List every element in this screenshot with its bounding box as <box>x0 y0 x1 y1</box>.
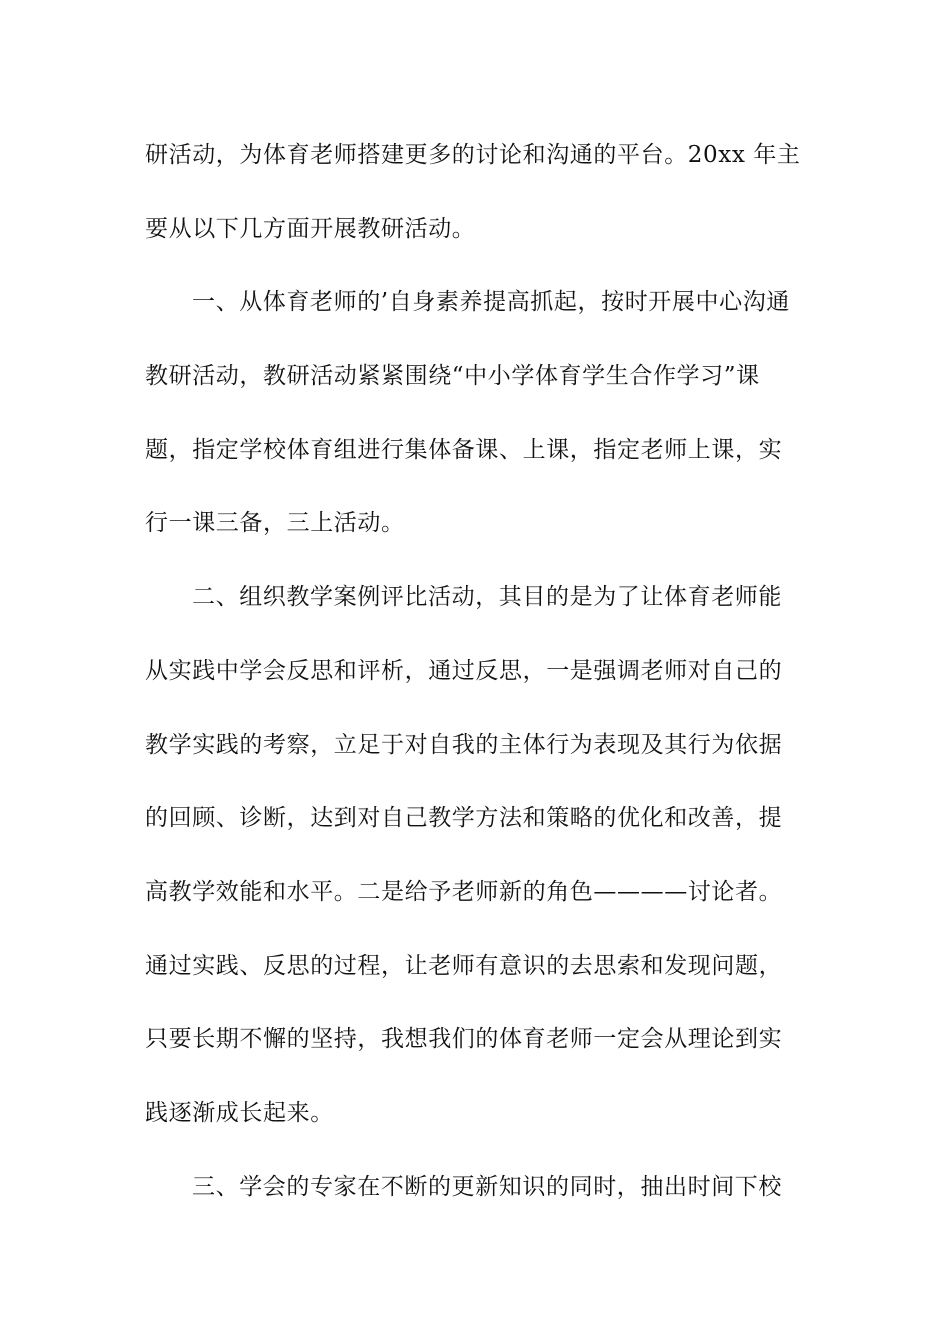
text-line: 教学实践的考察，立足于对自我的主体行为表现及其行为依据 <box>145 731 783 758</box>
text-line: 行一课三备，三上活动。 <box>145 510 405 537</box>
paragraph-3-start: 三、学会的专家在不断的更新知识的同时，抽出时间下校 <box>192 1173 782 1200</box>
text-line: 只要长期不懈的坚持，我想我们的体育老师一定会从理论到实 <box>145 1026 783 1053</box>
paragraph-2-start: 二、组织教学案例评比活动，其目的是为了让体育老师能 <box>192 584 782 611</box>
text-line: 的回顾、诊断，达到对自己教学方法和策略的优化和改善，提 <box>145 805 783 832</box>
body-text <box>145 130 835 1235</box>
text-line: 从实践中学会反思和评析，通过反思，一是强调老师对自己的 <box>145 657 783 684</box>
text-line: 教研活动，教研活动紧紧围绕“中小学体育学生合作学习”课 <box>145 363 760 390</box>
paragraph-1-start: 一、从体育老师的’自身素养提高抓起，按时开展中心沟通 <box>192 289 790 316</box>
text-line: 研活动，为体育老师搭建更多的讨论和沟通的平台。20xx 年主 <box>145 142 801 168</box>
text-line: 高教学效能和水平。二是给予老师新的角色————讨论者。 <box>145 878 783 905</box>
text-line: 题，指定学校体育组进行集体备课、上课，指定老师上课，实 <box>145 436 783 463</box>
text-line: 通过实践、反思的过程，让老师有意识的去思索和发现问题， <box>145 952 783 979</box>
text-line: 践逐渐成长起来。 <box>145 1099 334 1126</box>
text-line: 要从以下几方面开展教研活动。 <box>145 215 476 242</box>
